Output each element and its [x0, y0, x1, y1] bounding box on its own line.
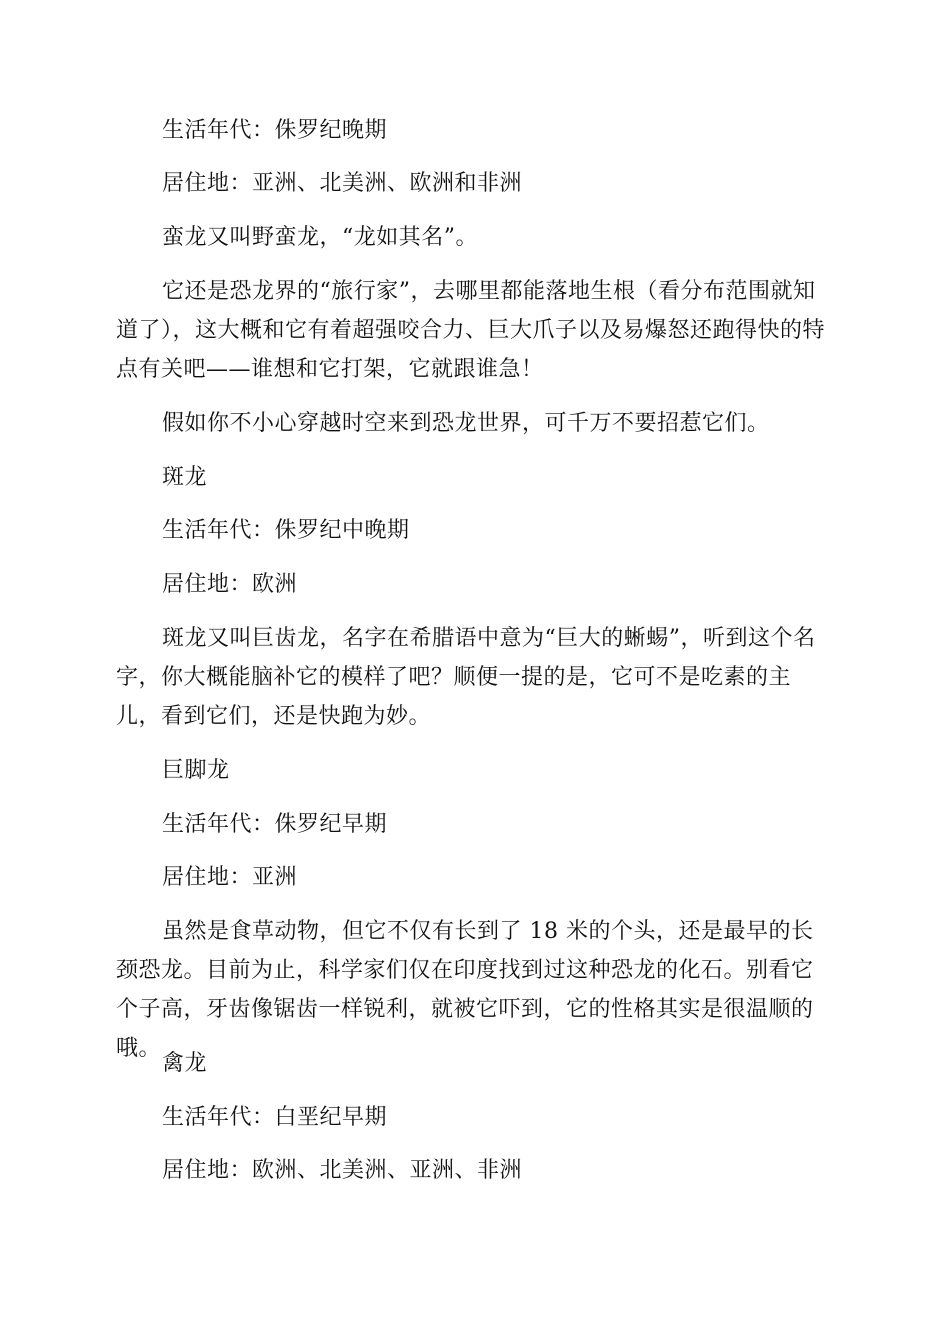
paragraph-torvosaurus-intro: 蛮龙又叫野蛮龙，“龙如其名”。 [162, 225, 478, 250]
paragraph-habitat-megalosaurus: 居住地：欧洲 [162, 572, 298, 597]
paragraph-era-barapasaurus: 生活年代：侏罗纪早期 [162, 812, 388, 837]
paragraph-era-megalosaurus: 生活年代：侏罗纪中晚期 [162, 518, 410, 543]
paragraph-megalosaurus-description: 斑龙又叫巨齿龙，名字在希腊语中意为“巨大的蜥蜴”，听到这个名字，你大概能脑补它的模样了吧？顺便一提的是，它可不是吃素的主儿，看到它们，还是快跑为妙。 [116, 626, 816, 729]
heading-megalosaurus: 斑龙 [162, 465, 208, 490]
paragraph-warning: 假如你不小心穿越时空来到恐龙世界，可千万不要招惹它们。 [162, 411, 770, 436]
paragraph-barapasaurus-description: 虽然是食草动物，但它不仅有长到了 18 米的个头，还是最早的长颈恐龙。目前为止，科学家们仅在印度找到过这种恐龙的化石。别看它个子高，牙齿像锯齿一样锐利，就被它吓到，它的性格其实是很温顺的哦。 [116, 919, 814, 1061]
paragraph-torvosaurus-description: 它还是恐龙界的“旅行家”，去哪里都能落地生根（看分布范围就知道了），这大概和它有着超强咬合力、巨大爪子以及易爆怒还跑得快的特点有关吧——谁想和它打架，它就跟谁急！ [116, 279, 826, 382]
paragraph-habitat-torvosaurus: 居住地：亚洲、北美洲、欧洲和非洲 [162, 171, 523, 196]
paragraph-era-iguanodon: 生活年代：白垩纪早期 [162, 1105, 388, 1130]
paragraph-habitat-iguanodon: 居住地：欧洲、北美洲、亚洲、非洲 [162, 1158, 523, 1183]
heading-barapasaurus: 巨脚龙 [162, 758, 230, 783]
heading-iguanodon: 禽龙 [162, 1051, 208, 1076]
paragraph-habitat-barapasaurus: 居住地：亚洲 [162, 865, 298, 890]
paragraph-era-torvosaurus: 生活年代：侏罗纪晚期 [162, 118, 388, 143]
